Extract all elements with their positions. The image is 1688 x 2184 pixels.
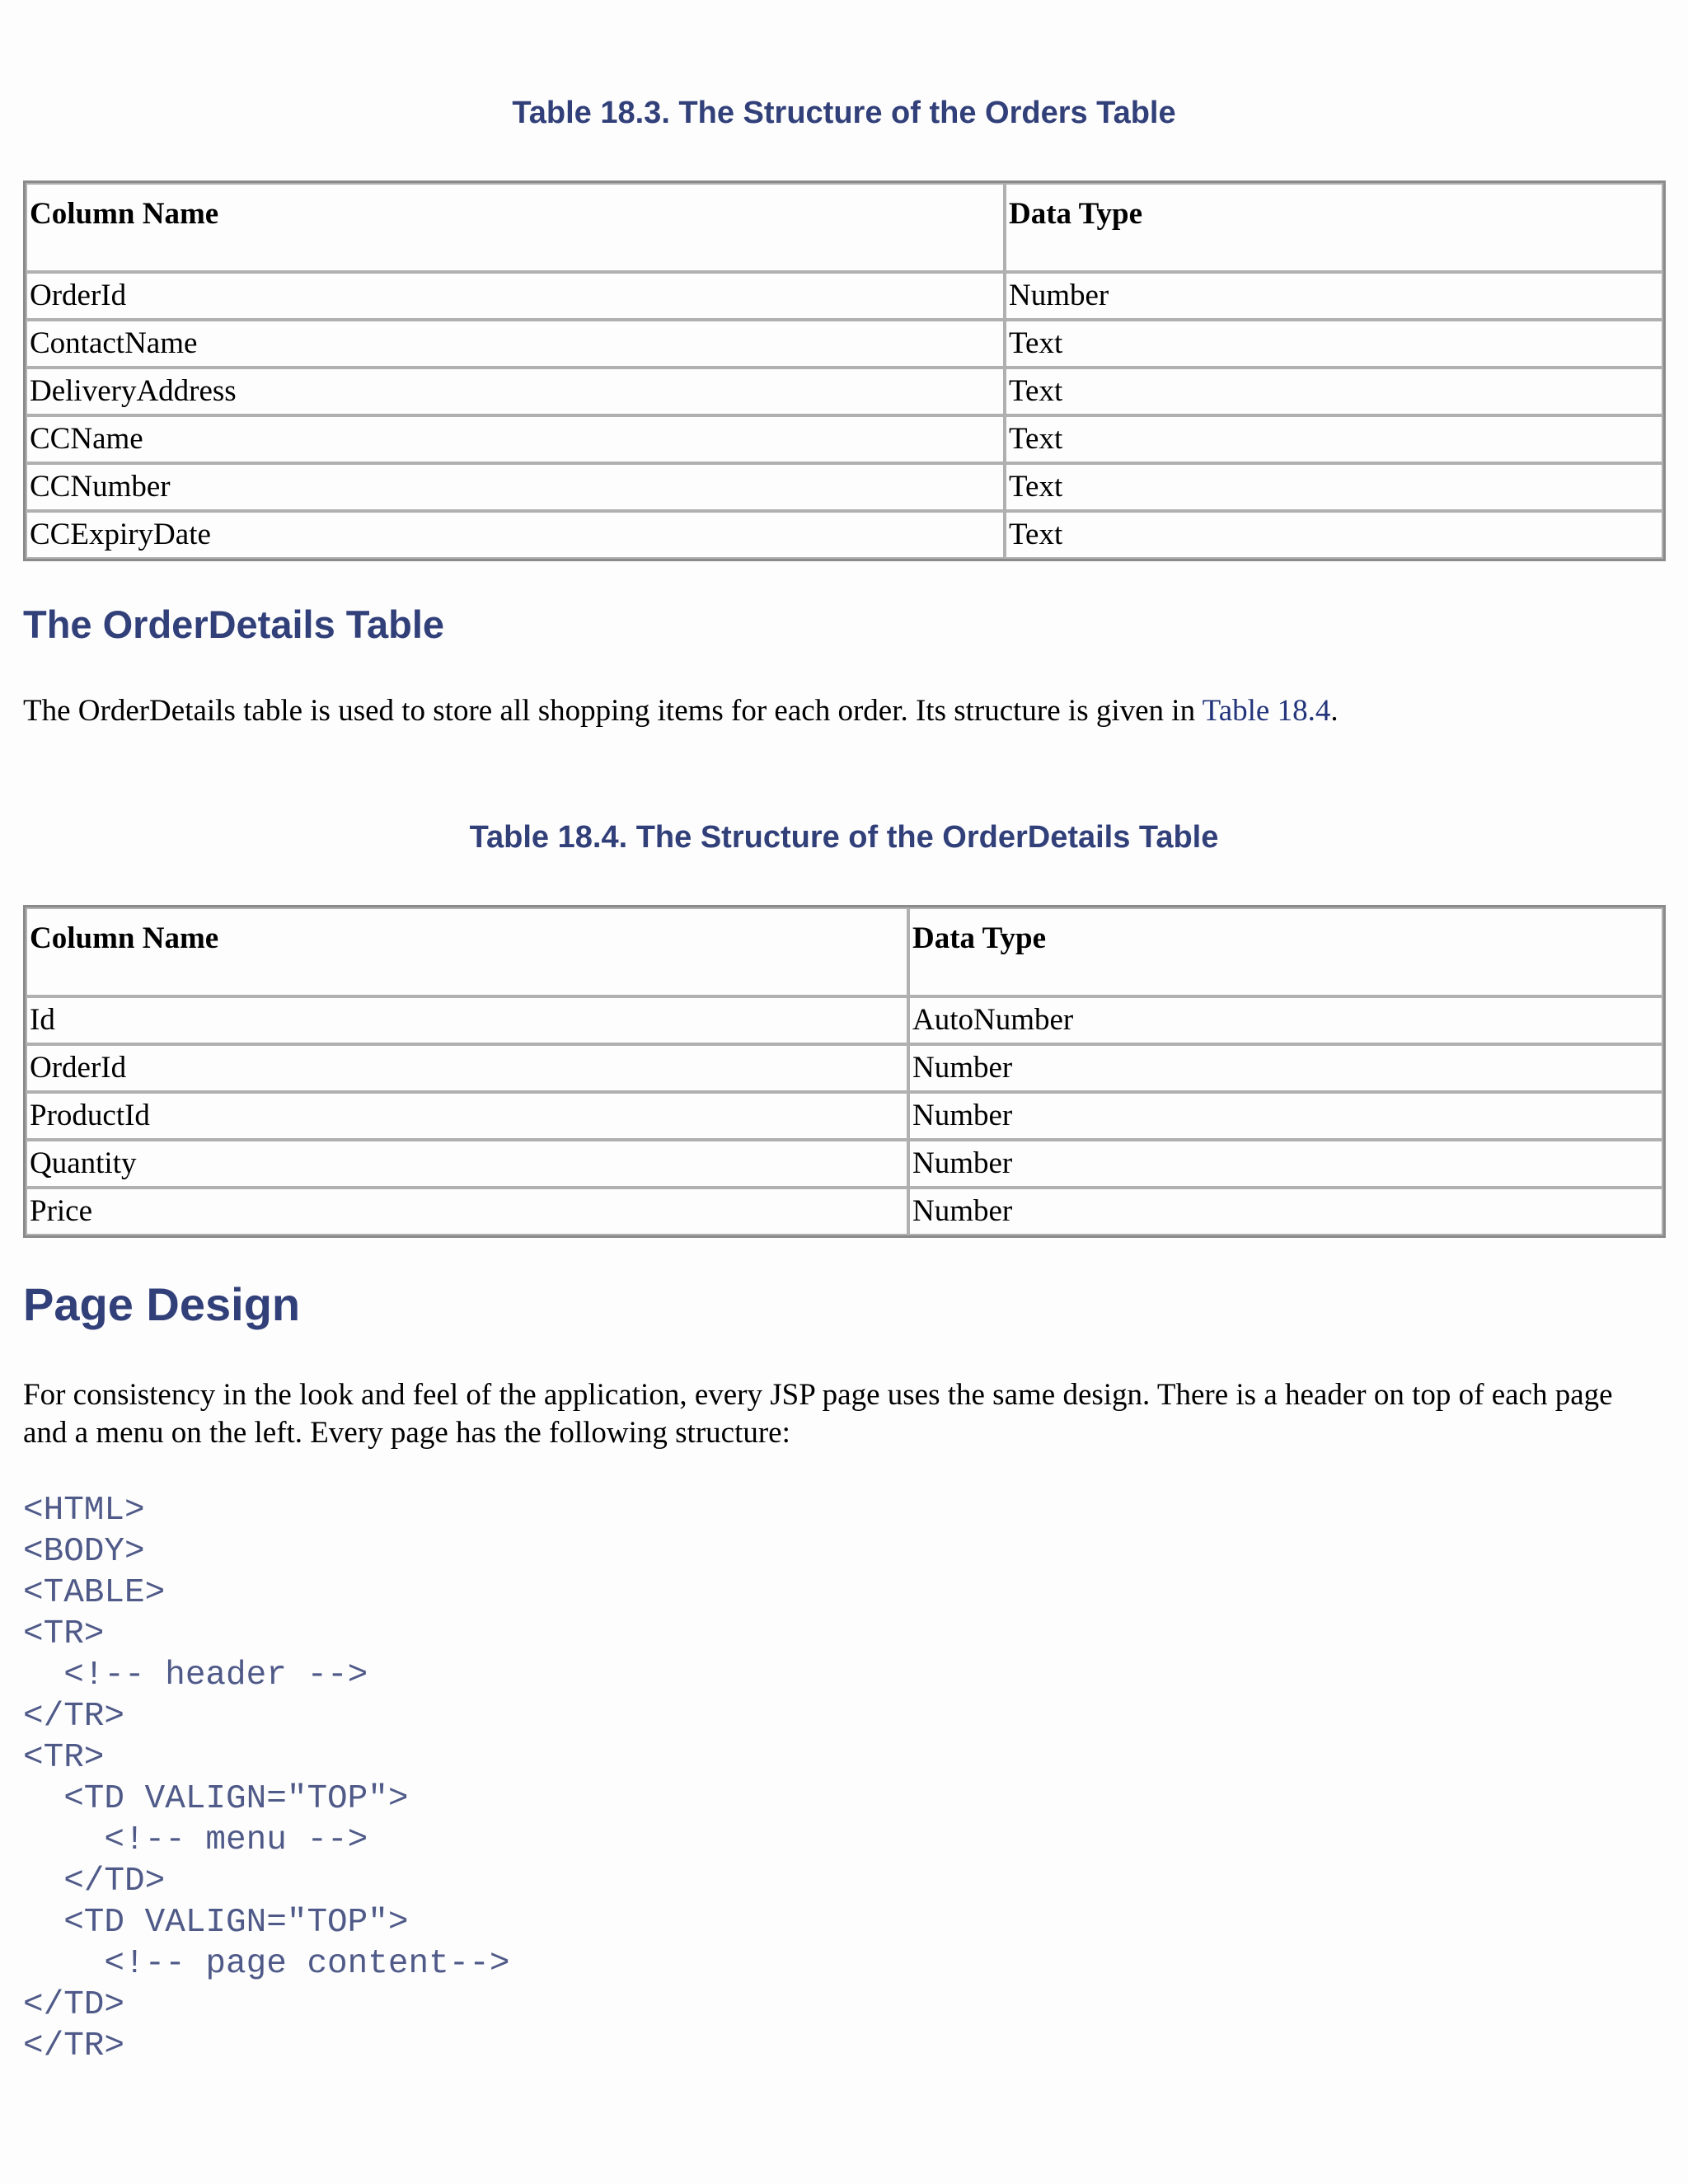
table-row <box>26 272 1663 320</box>
cell-data-type: Text <box>1005 415 1663 463</box>
table-caption-orders: Table 18.3. The Structure of the Orders Table <box>512 96 1176 130</box>
cell-column-name: DeliveryAddress <box>26 368 1005 415</box>
table-row <box>26 996 1663 1044</box>
column-name-header: Column Name <box>26 183 1005 272</box>
cell-data-type: Number <box>908 1188 1663 1235</box>
cell-column-name: CCName <box>26 415 1005 463</box>
cell-data-type: Text <box>1005 320 1663 368</box>
paragraph-text-end: . <box>1330 694 1339 728</box>
cell-data-type: Number <box>908 1092 1663 1140</box>
section-heading-orderdetails: The OrderDetails Table <box>23 602 445 646</box>
cell-column-name: Price <box>26 1188 908 1235</box>
table-row <box>26 1092 1663 1140</box>
table-row <box>26 1140 1663 1188</box>
cell-data-type: AutoNumber <box>908 996 1663 1044</box>
paragraph-text: The OrderDetails table is used to store all shopping items for each order. Its structure is given in <box>23 694 1203 728</box>
orders-structure-table <box>23 180 1666 561</box>
table-row <box>26 1188 1663 1235</box>
table-row <box>26 368 1663 415</box>
cell-column-name: CCExpiryDate <box>26 511 1005 559</box>
orderdetails-structure-table <box>23 905 1666 1238</box>
cell-column-name: ContactName <box>26 320 1005 368</box>
table-header-row <box>26 183 1663 272</box>
section-heading-page-design: Page Design <box>23 1278 301 1330</box>
table-row <box>26 1044 1663 1092</box>
cell-column-name: Id <box>26 996 908 1044</box>
data-type-header: Data Type <box>1005 183 1663 272</box>
cell-column-name: CCNumber <box>26 463 1005 511</box>
code-block: <HTML> <BODY> <TABLE> <TR> <!-- header --> </TR> <TR> <TD VALIGN="TOP"> <!-- menu --> </TD> <TD VALIGN="TOP"> <!-- page content--> </TD> </TR> <box>23 1492 510 2065</box>
table-18-4-link[interactable]: Table 18.4 <box>1202 694 1331 728</box>
column-name-header: Column Name <box>26 907 908 996</box>
cell-column-name: Quantity <box>26 1140 908 1188</box>
cell-data-type: Number <box>1005 272 1663 320</box>
cell-column-name: OrderId <box>26 272 1005 320</box>
table-row <box>26 320 1663 368</box>
cell-column-name: ProductId <box>26 1092 908 1140</box>
table-row <box>26 511 1663 559</box>
cell-data-type: Text <box>1005 463 1663 511</box>
cell-data-type: Text <box>1005 368 1663 415</box>
cell-column-name: OrderId <box>26 1044 908 1092</box>
cell-data-type: Number <box>908 1044 1663 1092</box>
cell-data-type: Number <box>908 1140 1663 1188</box>
orderdetails-paragraph <box>23 692 1663 730</box>
cell-data-type: Text <box>1005 511 1663 559</box>
table-row <box>26 463 1663 511</box>
table-row <box>26 415 1663 463</box>
page-design-paragraph: For consistency in the look and feel of the application, every JSP page uses the same design. There is a header on top of each page and a menu on the left. Every page has the following structure: <box>23 1378 1613 1450</box>
data-type-header: Data Type <box>908 907 1663 996</box>
table-header-row <box>26 907 1663 996</box>
table-caption-orderdetails: Table 18.4. The Structure of the OrderDetails Table <box>469 820 1219 855</box>
